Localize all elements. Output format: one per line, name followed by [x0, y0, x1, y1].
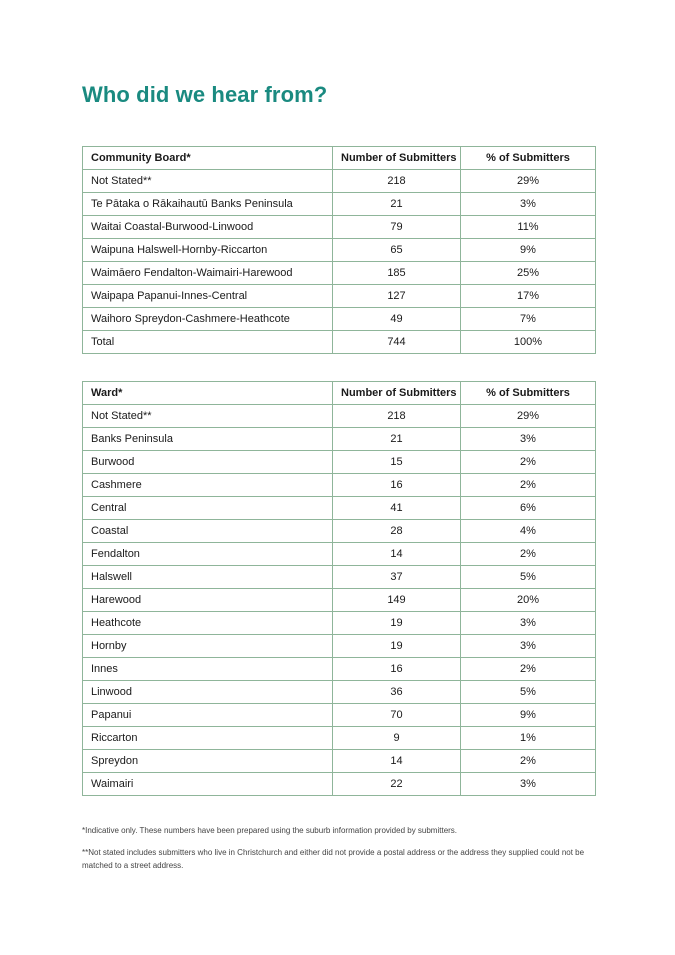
row-label-cell: Heathcote: [83, 612, 333, 635]
submitter-percent-cell: 20%: [461, 589, 596, 612]
footnote-indicative: *Indicative only. These numbers have been prepared using the suburb information provided by submitters.: [82, 826, 458, 835]
ward-table: [82, 381, 596, 796]
community-board-table: [82, 146, 596, 354]
row-label-cell: Harewood: [83, 589, 333, 612]
table-row: [83, 405, 596, 428]
submitter-percent-cell: 3%: [461, 428, 596, 451]
submitter-count-cell: 218: [333, 170, 461, 193]
row-label-cell: Linwood: [83, 681, 333, 704]
submitter-count-cell: 185: [333, 262, 461, 285]
submitter-percent-cell: 7%: [461, 308, 596, 331]
table-row: [83, 681, 596, 704]
table-row: [83, 216, 596, 239]
submitter-percent-cell: 17%: [461, 285, 596, 308]
submitter-percent-cell: 9%: [461, 704, 596, 727]
row-label-cell: Not Stated**: [83, 405, 333, 428]
row-label-cell: Waipuna Halswell-Hornby-Riccarton: [83, 239, 333, 262]
row-label-cell: Hornby: [83, 635, 333, 658]
submitter-count-cell: 21: [333, 193, 461, 216]
submitter-percent-cell: 2%: [461, 750, 596, 773]
row-label-cell: Waihoro Spreydon-Cashmere-Heathcote: [83, 308, 333, 331]
submitter-count-cell: 22: [333, 773, 461, 796]
submitter-percent-cell: 100%: [461, 331, 596, 354]
table-header-row: [83, 147, 596, 170]
submitter-percent-cell: 5%: [461, 566, 596, 589]
row-label-cell: Central: [83, 497, 333, 520]
submitter-count-cell: 37: [333, 566, 461, 589]
submitter-percent-cell: 3%: [461, 612, 596, 635]
submitter-count-cell: 127: [333, 285, 461, 308]
table-row: [83, 239, 596, 262]
submitter-count-cell: 9: [333, 727, 461, 750]
column-header-number-of-submitters: Number of Submitters: [333, 382, 461, 405]
submitter-count-cell: 744: [333, 331, 461, 354]
submitter-count-cell: 28: [333, 520, 461, 543]
submitter-count-cell: 21: [333, 428, 461, 451]
submitter-percent-cell: 2%: [461, 658, 596, 681]
table-row: [83, 704, 596, 727]
submitter-percent-cell: 2%: [461, 543, 596, 566]
row-label-cell: Halswell: [83, 566, 333, 589]
submitter-percent-cell: 2%: [461, 474, 596, 497]
row-label-cell: Papanui: [83, 704, 333, 727]
row-label-cell: Te Pātaka o Rākaihautū Banks Peninsula: [83, 193, 333, 216]
column-header-number-of-submitters: Number of Submitters: [333, 147, 461, 170]
submitter-percent-cell: 3%: [461, 773, 596, 796]
column-header-percent-of-submitters: % of Submitters: [461, 147, 596, 170]
submitter-count-cell: 19: [333, 635, 461, 658]
submitter-count-cell: 70: [333, 704, 461, 727]
row-label-cell: Waimāero Fendalton-Waimairi-Harewood: [83, 262, 333, 285]
table-row: [83, 331, 596, 354]
submitter-percent-cell: 1%: [461, 727, 596, 750]
submitter-percent-cell: 2%: [461, 451, 596, 474]
submitter-percent-cell: 29%: [461, 405, 596, 428]
table-row: [83, 589, 596, 612]
submitter-percent-cell: 4%: [461, 520, 596, 543]
submitter-percent-cell: 25%: [461, 262, 596, 285]
submitter-count-cell: 14: [333, 750, 461, 773]
submitter-count-cell: 41: [333, 497, 461, 520]
table-row: [83, 170, 596, 193]
table-row: [83, 285, 596, 308]
community-board-table-body: [83, 170, 596, 354]
submitter-count-cell: 15: [333, 451, 461, 474]
ward-table-body: [83, 405, 596, 796]
row-label-cell: Banks Peninsula: [83, 428, 333, 451]
submitter-count-cell: 36: [333, 681, 461, 704]
row-label-cell: Waimairi: [83, 773, 333, 796]
table-row: [83, 497, 596, 520]
row-label-cell: Innes: [83, 658, 333, 681]
row-label-cell: Waitai Coastal-Burwood-Linwood: [83, 216, 333, 239]
table-row: [83, 451, 596, 474]
row-label-cell: Not Stated**: [83, 170, 333, 193]
table-row: [83, 474, 596, 497]
row-label-cell: Fendalton: [83, 543, 333, 566]
row-label-cell: Riccarton: [83, 727, 333, 750]
row-label-cell: Total: [83, 331, 333, 354]
footnote-not-stated: **Not stated includes submitters who live in Christchurch and either did not provide a postal address or the address they supplied could not be matched to a street address.: [82, 848, 585, 870]
table-row: [83, 262, 596, 285]
submitter-count-cell: 149: [333, 589, 461, 612]
table-row: [83, 750, 596, 773]
row-label-cell: Coastal: [83, 520, 333, 543]
table-row: [83, 543, 596, 566]
table-row: [83, 773, 596, 796]
table-row: [83, 635, 596, 658]
submitter-count-cell: 16: [333, 658, 461, 681]
column-header-ward: Ward*: [83, 382, 333, 405]
submitter-count-cell: 49: [333, 308, 461, 331]
submitter-count-cell: 218: [333, 405, 461, 428]
table-row: [83, 193, 596, 216]
table-row: [83, 727, 596, 750]
table-row: [83, 308, 596, 331]
page-title: Who did we hear from?: [82, 82, 328, 107]
submitter-count-cell: 16: [333, 474, 461, 497]
submitter-count-cell: 19: [333, 612, 461, 635]
row-label-cell: Cashmere: [83, 474, 333, 497]
row-label-cell: Spreydon: [83, 750, 333, 773]
submitter-count-cell: 65: [333, 239, 461, 262]
row-label-cell: Burwood: [83, 451, 333, 474]
table-row: [83, 658, 596, 681]
submitter-count-cell: 79: [333, 216, 461, 239]
submitter-percent-cell: 11%: [461, 216, 596, 239]
column-header-community-board: Community Board*: [83, 147, 333, 170]
submitter-percent-cell: 3%: [461, 193, 596, 216]
column-header-percent-of-submitters: % of Submitters: [461, 382, 596, 405]
submitter-percent-cell: 5%: [461, 681, 596, 704]
submitter-percent-cell: 3%: [461, 635, 596, 658]
submitter-percent-cell: 9%: [461, 239, 596, 262]
table-row: [83, 428, 596, 451]
submitter-percent-cell: 29%: [461, 170, 596, 193]
row-label-cell: Waipapa Papanui-Innes-Central: [83, 285, 333, 308]
table-row: [83, 612, 596, 635]
table-header-row: [83, 382, 596, 405]
submitter-percent-cell: 6%: [461, 497, 596, 520]
table-row: [83, 520, 596, 543]
submitter-count-cell: 14: [333, 543, 461, 566]
table-row: [83, 566, 596, 589]
